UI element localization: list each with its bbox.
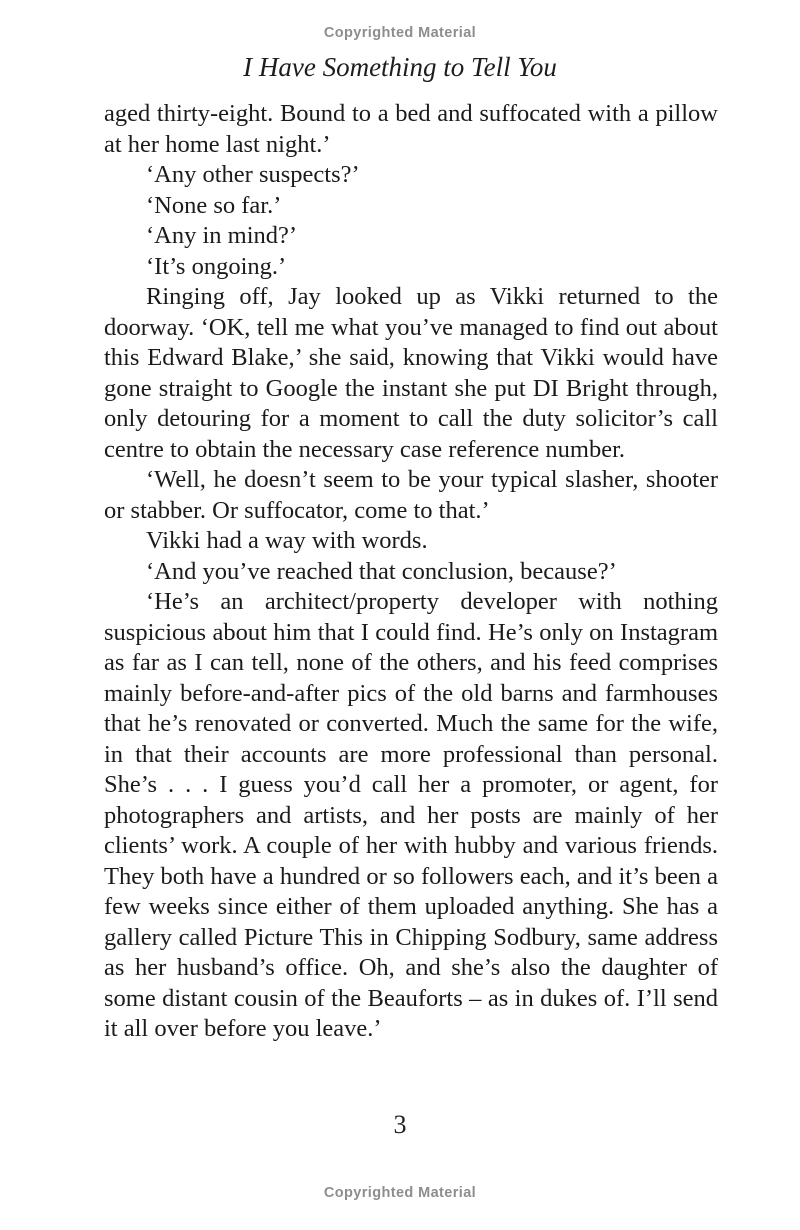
body-paragraph: ‘And you’ve reached that conclusion, because?’ [146, 557, 617, 585]
page-body [104, 99, 718, 1045]
copyright-notice-top: Copyrighted Material [323, 25, 477, 41]
body-paragraph: ‘Any other suspects?’ [146, 161, 360, 188]
body-paragraph: aged thirty-eight. Bound to a bed and suffocated with a pillow at her home last night.’ [104, 100, 718, 158]
copyright-notice-bottom: Copyrighted Material [323, 1185, 477, 1201]
body-paragraph: ‘None so far.’ [146, 191, 282, 219]
body-paragraph: ‘Any in mind?’ [146, 222, 298, 249]
running-header-book-title: I Have Something to Tell You [243, 52, 557, 82]
body-paragraph: Ringing off, Jay looked up as Vikki returned to the doorway. ‘OK, tell me what you’ve managed to find out about this Edward Blake,’ she said, knowing that Vikki would have gone straight to Google the instant she put DI Bright through, only detouring for a moment to call the duty solicitor’s call centre to obtain the necessary case reference number. [104, 283, 718, 463]
body-paragraph: ‘He’s an architect/property developer with nothing suspicious about him that I could find. He’s only on Instagram as far as I can tell, none of the others, and his feed comprises mainly before-and-after pics of the old barns and farmhouses that he’s renovated or converted. Much the same for the wife, in that their accounts are more professional than personal. She’s . . . I guess you’d call her a promoter, or agent, for photographers and artists, and her posts are mainly of her clients’ work. A couple of her with hubby and various friends. They both have a hundred or so followers each, and it’s been a few weeks since either of them uploaded anything. She has a gallery called Picture This in Chipping Sodbury, same address as her husband’s office. Oh, and she’s also the daughter of some distant cousin of the Beauforts – as in dukes of. I’ll send it all over before you leave.’ [104, 588, 718, 1042]
body-paragraph: Vikki had a way with words. [146, 527, 428, 554]
body-paragraph: ‘It’s ongoing.’ [146, 252, 287, 280]
page-number: 3 [393, 1110, 407, 1139]
body-paragraph: ‘Well, he doesn’t seem to be your typical slasher, shooter or stabber. Or suffocator, come to that.’ [104, 466, 718, 524]
